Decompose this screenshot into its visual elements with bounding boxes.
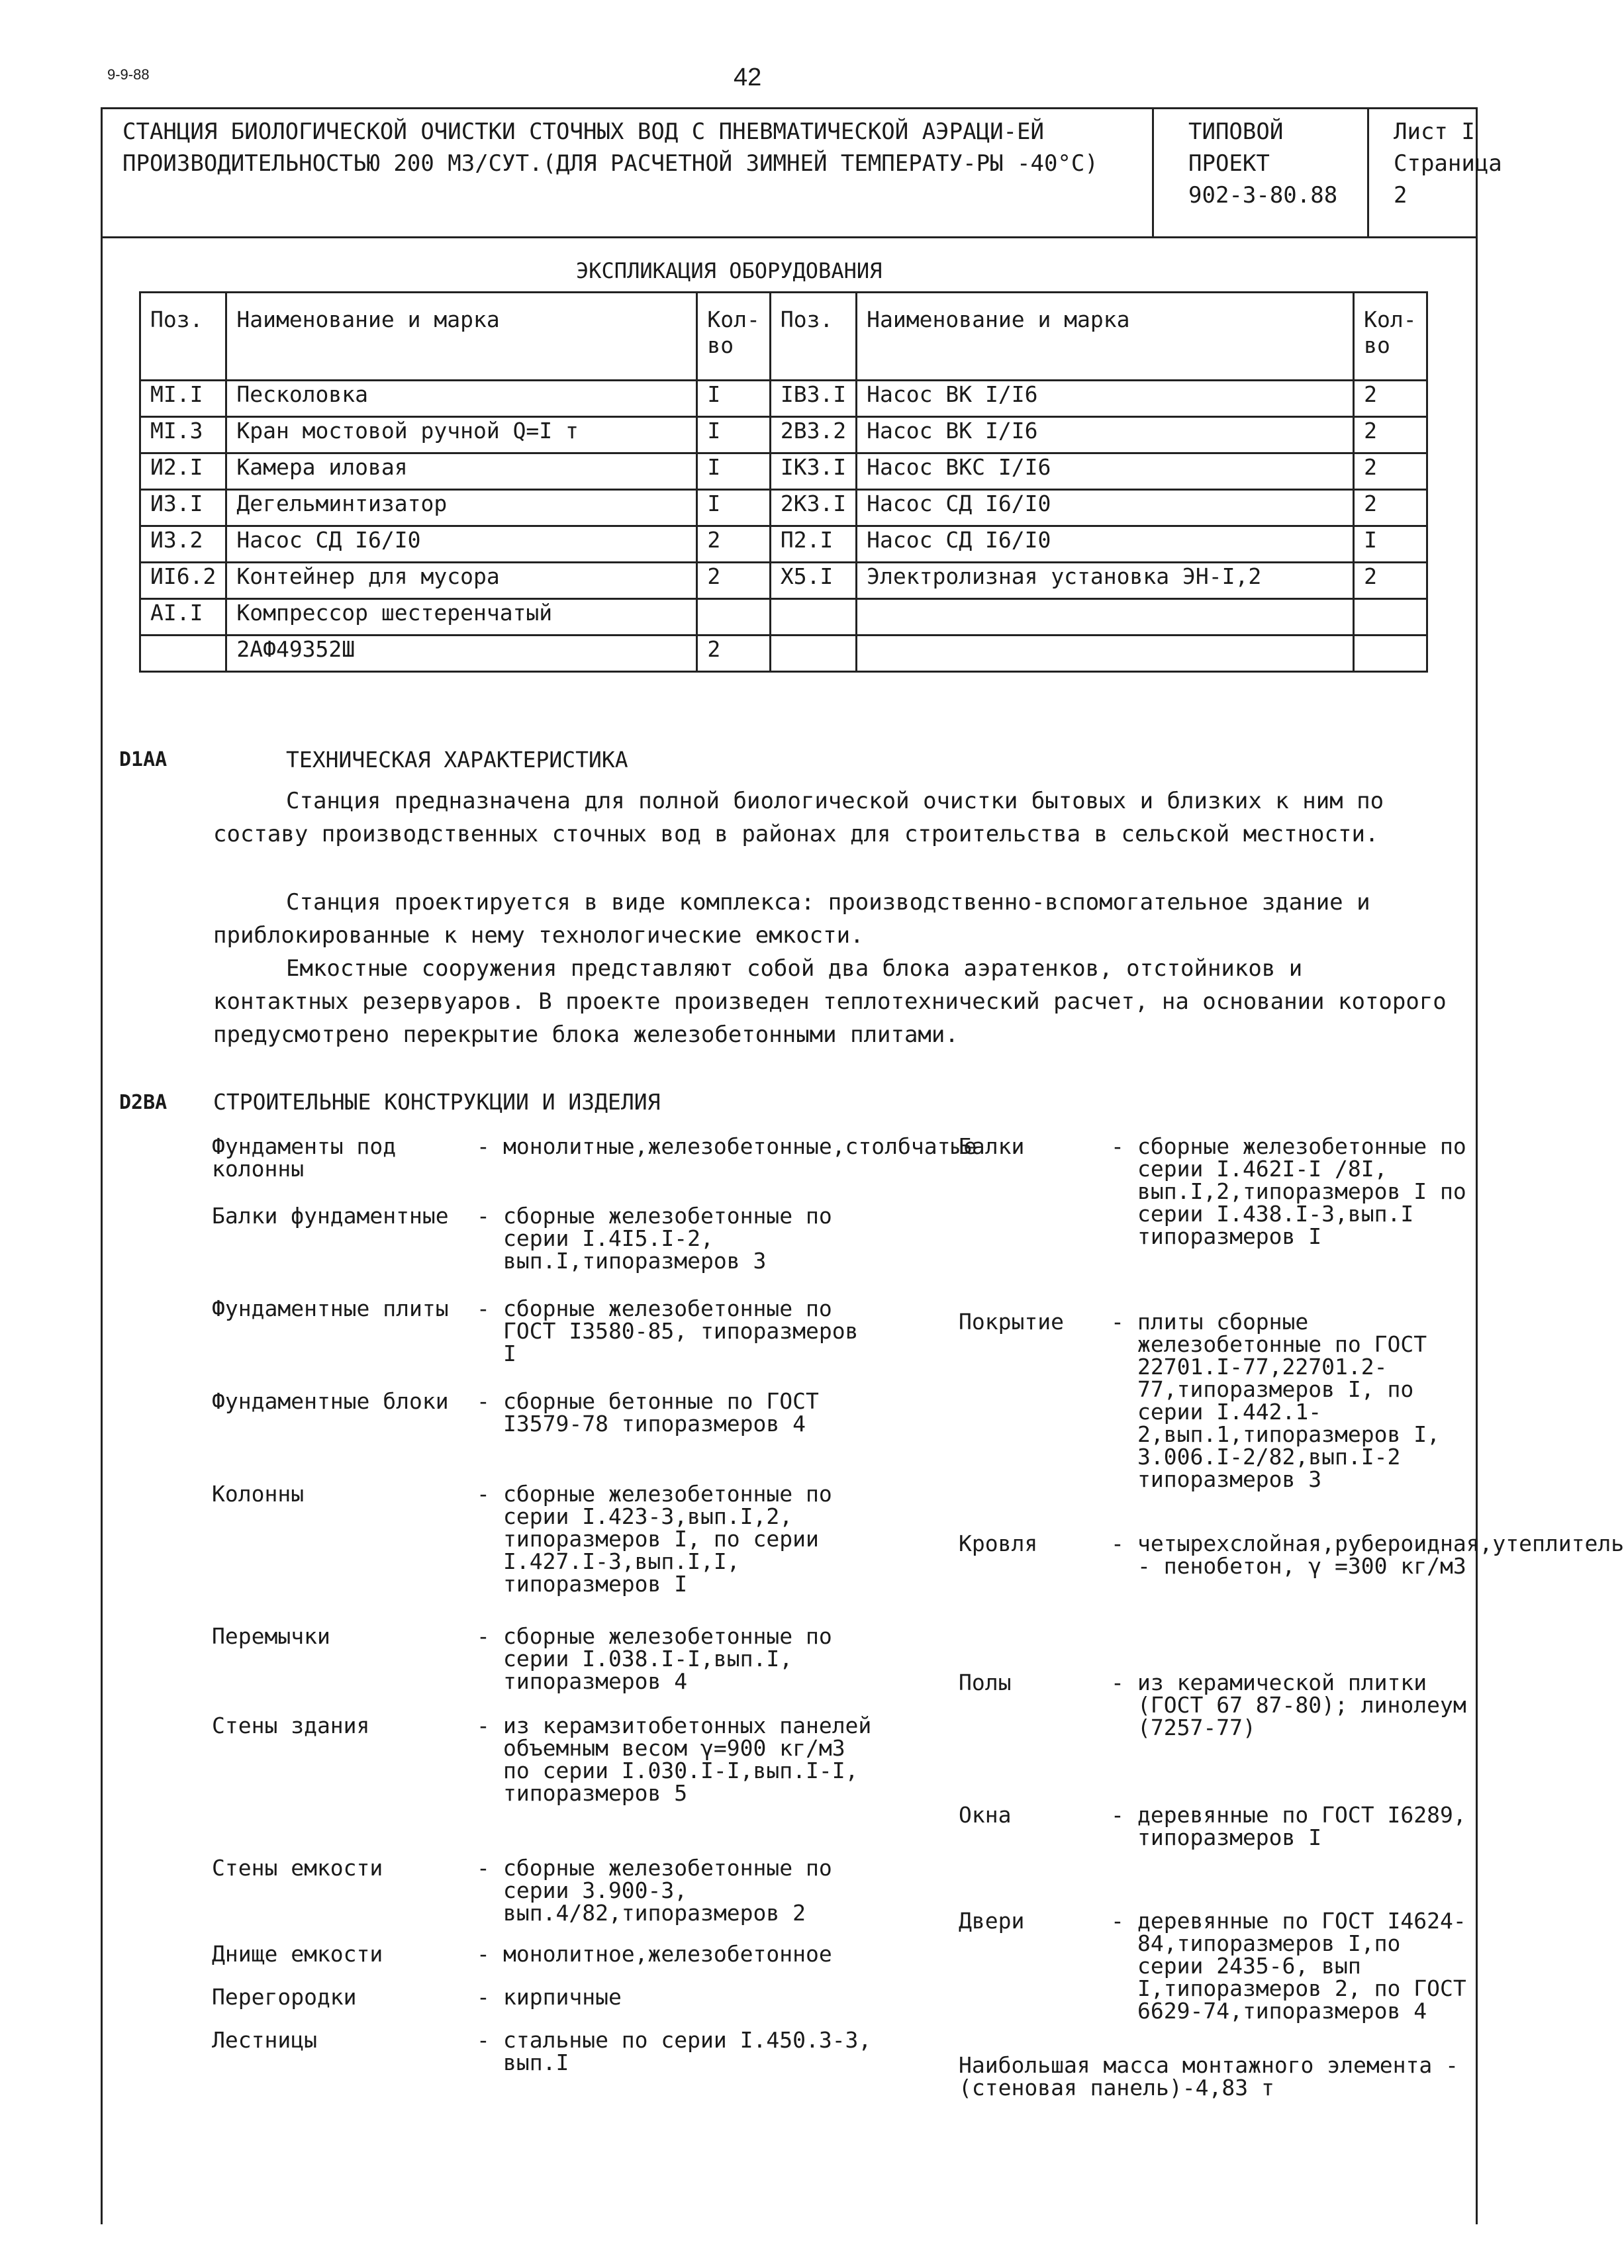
spec-dash: - (1111, 1133, 1124, 1159)
cell-pos: И3.I (140, 490, 226, 526)
spec-item (212, 2029, 874, 2074)
spec-label: Колонны (212, 1481, 305, 1507)
spec-value: четырехслойная,рубероидная,утеплитель - пенобетон, γ =300 кг/м3 (1137, 1531, 1624, 1579)
spec-item (212, 1986, 874, 2008)
page-label: Страница 2 (1394, 150, 1502, 209)
spec-label: Фундаментные плиты (212, 1296, 449, 1321)
page-number: 42 (734, 64, 762, 91)
cell-name: Компрессор шестеренчатый (226, 599, 697, 636)
cell-pos: 2В3.2 (770, 417, 856, 453)
spec-label: Балки фундаментные (212, 1203, 449, 1229)
cell-name: Насос СД I6/I0 (857, 526, 1354, 563)
spec-value: сборные бетонные по ГОСТ I3579-78 типоразмеров 4 (503, 1388, 819, 1437)
spec-value: кирпичные (503, 1984, 622, 2010)
cell-qty: 2 (697, 636, 770, 672)
project-type-line2: ПРОЕКТ (1188, 150, 1270, 177)
spec-value: сборные железобетонные по ГОСТ I3580-85, типоразмеров I (503, 1296, 859, 1366)
tech-paragraph-2: Станция проектируется в виде комплекса: производственно-вспомогательное здание и приблокированные к нему технологические емкости. (213, 889, 1370, 949)
spec-dash: - (477, 1941, 490, 1967)
cell-pos: 2К3.I (770, 490, 856, 526)
spec-value: сборные железобетонные по серии I.038.I-I,вып.I, типоразмеров 4 (503, 1623, 832, 1694)
spec-dash: - (477, 1713, 490, 1738)
spec-dash: - (1111, 1309, 1124, 1335)
cell-pos: МI.3 (140, 417, 226, 453)
cell-qty: I (697, 490, 770, 526)
spec-item (959, 1531, 1624, 1579)
spec-dash: - (477, 1855, 490, 1881)
spec-dash: - (477, 1203, 490, 1229)
equipment-caption: ЭКСПЛИКАЦИЯ ОБОРУДОВАНИЯ (576, 258, 883, 283)
cell-name: 2АФ49352Ш (226, 636, 697, 672)
cell-qty (1354, 599, 1427, 636)
table-row (140, 526, 1427, 563)
cell-qty: I (697, 453, 770, 490)
spec-value: сборные железобетонные по серии 3.900-3, вып.4/82,типоразмеров 2 (503, 1855, 832, 1926)
table-row (140, 636, 1427, 672)
cell-qty: 2 (1354, 417, 1427, 453)
equipment-table (139, 291, 1428, 673)
sheet-label: Лист I (1394, 118, 1475, 145)
cell-pos: П2.I (770, 526, 856, 563)
cell-name: Электролизная установка ЭН-I,2 (857, 563, 1354, 599)
spec-label: Днище емкости (212, 1941, 383, 1967)
header-qty: Кол-во (1354, 293, 1427, 381)
cell-qty: 2 (1354, 381, 1427, 417)
spec-dash: - (477, 1296, 490, 1321)
spec-item (959, 1311, 1468, 1491)
tech-heading: ТЕХНИЧЕСКАЯ ХАРАКТЕРИСТИКА (286, 747, 628, 773)
project-type (1188, 116, 1337, 211)
cell-qty: 2 (697, 563, 770, 599)
spec-dash: - (477, 1388, 490, 1414)
cell-pos: АI.I (140, 599, 226, 636)
table-row (140, 417, 1427, 453)
header-name: Наименование и марка (226, 293, 697, 381)
spec-dash: - (1111, 1802, 1124, 1828)
spec-item (212, 1390, 874, 1435)
cell-name: Насос ВК I/I6 (857, 381, 1354, 417)
spec-dash: - (477, 1984, 490, 2010)
cell-pos: Х5.I (770, 563, 856, 599)
table-row (140, 453, 1427, 490)
spec-label: Фундаменты под колонны (212, 1133, 397, 1182)
table-row (140, 563, 1427, 599)
spec-item (212, 1483, 874, 1595)
tech-section-code: D1AA (119, 748, 167, 771)
spec-label: Балки (959, 1133, 1025, 1159)
spec-label: Полы (959, 1670, 1012, 1695)
spec-item (212, 1298, 874, 1365)
spec-dash: - (477, 1481, 490, 1507)
spec-dash: - (1111, 1670, 1124, 1695)
cell-pos: И3.2 (140, 526, 226, 563)
spec-label: Лестницы (212, 2027, 317, 2053)
document-title: СТАНЦИЯ БИОЛОГИЧЕСКОЙ ОЧИСТКИ СТОЧНЫХ ВОД С ПНЕВМАТИЧЕСКОЙ АЭРАЦИ-ЕЙ ПРОИЗВОДИТЕЛЬНОСТЬЮ 200 М3/СУТ.(ДЛЯ РАСЧЕТНОЙ ЗИМНЕЙ ТЕМПЕРАТУ-РЫ -40°С) (122, 118, 1098, 177)
spec-value: плиты сборные железобетонные по ГОСТ 22701.I-77,22701.2-77,типоразмеров I, по серии I.442.1-2,вып.1,типоразмеров I, 3.006.I-2/82,вып.I-2 типоразмеров 3 (1137, 1309, 1440, 1492)
tech-paragraph-3: Емкостные сооружения представляют собой два блока аэратенков, отстойников и контактных резервуаров. В проекте произведен теплотехнический расчет, на основании которого предусмотрено перекрытие блока железобетонными плитами. (213, 955, 1447, 1048)
cell-name: Кран мостовой ручной Q=I т (226, 417, 697, 453)
spec-item (959, 1135, 1468, 1248)
project-type-line1: ТИПОВОЙ (1188, 118, 1284, 145)
cell-pos: И2.I (140, 453, 226, 490)
table-row (140, 599, 1427, 636)
frame-right-border (1476, 238, 1478, 2224)
spec-dash: - (1111, 1531, 1124, 1556)
cell-qty: I (1354, 526, 1427, 563)
project-number: 902-3-80.88 (1188, 182, 1338, 209)
header-pos: Поз. (770, 293, 856, 381)
spec-label: Перемычки (212, 1623, 330, 1649)
sheet-info (1394, 116, 1502, 211)
spec-item (212, 1715, 874, 1805)
spec-label: Фундаментные блоки (212, 1388, 449, 1414)
table-row (140, 381, 1427, 417)
cell-name: Дегельминтизатор (226, 490, 697, 526)
table-header-row (140, 293, 1427, 381)
cell-pos: МI.I (140, 381, 226, 417)
spec-dash: - (477, 1133, 490, 1159)
spec-item (959, 1804, 1468, 1849)
cell-pos: IК3.I (770, 453, 856, 490)
header-pos: Поз. (140, 293, 226, 381)
spec-value: из керамической плитки (ГОСТ 67 87-80); линолеум (7257-77) (1137, 1670, 1466, 1740)
spec-value: монолитное,железобетонное (503, 1941, 832, 1967)
cell-name: Насос ВК I/I6 (857, 417, 1354, 453)
cell-qty (1354, 636, 1427, 672)
spec-dash: - (477, 2027, 490, 2053)
title-divider (1152, 109, 1154, 236)
cell-pos: IВ3.I (770, 381, 856, 417)
spec-label: Стены здания (212, 1713, 370, 1738)
tech-paragraph-1: Станция предназначена для полной биологической очистки бытовых и близких к ним по составу производственных сточных вод в районах для строительства в сельской местности. (213, 788, 1384, 847)
cell-qty: 2 (1354, 490, 1427, 526)
spec-value: сборные железобетонные по серии I.4I5.I-2, вып.I,типоразмеров 3 (503, 1203, 832, 1274)
cell-name (857, 636, 1354, 672)
cell-qty: 2 (1354, 563, 1427, 599)
cell-pos (140, 636, 226, 672)
title-block (101, 107, 1502, 238)
spec-value: сборные железобетонные по серии I.462I-I /8I, вып.I,2,типоразмеров I по серии I.438.I-3,вып.I типоразмеров I (1137, 1133, 1466, 1249)
mass-note: Наибольшая масса монтажного элемента - (стеновая панель)-4,83 т (959, 2052, 1458, 2101)
cell-name: Песколовка (226, 381, 697, 417)
frame-left-border (101, 238, 103, 2224)
cell-pos: ИI6.2 (140, 563, 226, 599)
cell-name: Насос СД I6/I0 (857, 490, 1354, 526)
spec-label: Окна (959, 1802, 1012, 1828)
spec-item (212, 1133, 977, 1182)
cell-pos (770, 636, 856, 672)
spec-label: Покрытие (959, 1309, 1064, 1335)
cell-qty: I (697, 417, 770, 453)
spec-dash: - (477, 1623, 490, 1649)
spec-item (212, 1205, 874, 1272)
spec-label: Стены емкости (212, 1855, 383, 1881)
title-divider (1367, 109, 1369, 236)
spec-item (212, 1625, 874, 1693)
cell-name: Насос СД I6/I0 (226, 526, 697, 563)
spec-value: деревянные по ГОСТ I4624-84,типоразмеров I,по серии 2435-6, вып I,типоразмеров 2, по ГОСТ 6629-74,типоразмеров 4 (1137, 1908, 1466, 2024)
spec-value: деревянные по ГОСТ I6289, типоразмеров I (1137, 1802, 1466, 1850)
spec-label: Перегородки (212, 1984, 357, 2010)
table-row (140, 490, 1427, 526)
spec-value: из керамзитобетонных панелей объемным весом γ=900 кг/м3 по серии I.030.I-I,вып.I-I, типоразмеров 5 (503, 1713, 872, 1806)
spec-item (959, 1910, 1468, 2022)
spec-item (959, 1672, 1468, 1739)
spec-item (212, 1943, 874, 1965)
document-code: 9-9-88 (107, 66, 150, 83)
cell-name: Камера иловая (226, 453, 697, 490)
cell-pos (770, 599, 856, 636)
construction-section-code: D2BA (119, 1091, 167, 1114)
spec-value: сборные железобетонные по серии I.423-3,вып.I,2, типоразмеров I, по серии I.427.I-3,вып.I,I, типоразмеров I (503, 1481, 832, 1597)
cell-qty: 2 (1354, 453, 1427, 490)
cell-qty (697, 599, 770, 636)
spec-label: Кровля (959, 1531, 1038, 1556)
spec-value: монолитные,железобетонные,столбчатые (503, 1133, 977, 1159)
spec-item (212, 1857, 874, 1924)
cell-qty: I (697, 381, 770, 417)
header-name: Наименование и марка (857, 293, 1354, 381)
cell-name (857, 599, 1354, 636)
cell-qty: 2 (697, 526, 770, 563)
spec-value: стальные по серии I.450.3-3, вып.I (503, 2027, 872, 2075)
cell-name: Контейнер для мусора (226, 563, 697, 599)
header-qty: Кол-во (697, 293, 770, 381)
spec-dash: - (1111, 1908, 1124, 1934)
spec-label: Двери (959, 1908, 1025, 1934)
cell-name: Насос ВКС I/I6 (857, 453, 1354, 490)
construction-heading: СТРОИТЕЛЬНЫЕ КОНСТРУКЦИИ И ИЗДЕЛИЯ (213, 1089, 661, 1115)
